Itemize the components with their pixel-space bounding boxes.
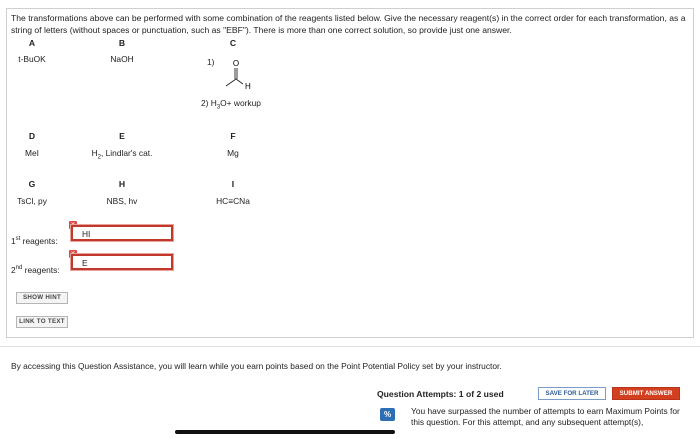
reagent-letter: C xyxy=(229,38,237,48)
second-reagents-input[interactable]: E xyxy=(71,254,173,270)
reagent-c xyxy=(183,38,283,48)
attempts-counter: Question Attempts: 1 of 2 used xyxy=(377,389,504,399)
first-reagents-input[interactable]: HI xyxy=(71,225,173,241)
reagent-name: TsCl, py xyxy=(17,196,47,206)
reagent-a xyxy=(0,38,82,64)
home-indicator xyxy=(175,430,395,434)
reagent-letter: F xyxy=(230,131,236,141)
reagent-name: NaOH xyxy=(110,54,134,64)
section-divider xyxy=(0,346,700,347)
reagent-f xyxy=(183,131,283,158)
reagent-letter: G xyxy=(28,179,36,189)
reagent-letter: A xyxy=(28,38,36,48)
reagent-name: t-BuOK xyxy=(18,54,46,64)
reagent-name: HC≡CNa xyxy=(216,196,250,206)
reagent-letter: H xyxy=(118,179,126,189)
attempts-notice: You have surpassed the number of attempts to earn Maximum Points for this question. For this attempt, and any subsequent attempt(s), xyxy=(411,406,680,427)
save-for-later-button[interactable]: SAVE FOR LATER xyxy=(538,387,606,400)
aldehyde-structure xyxy=(207,59,267,91)
reagent-e xyxy=(72,131,172,161)
reagent-c-step2: 2) $H_3O+$ workup xyxy=(201,98,261,111)
second-reagents-label: 2nd reagents: xyxy=(11,265,60,275)
reagent-i xyxy=(183,179,283,206)
show-hint-button[interactable]: SHOW HINT xyxy=(16,292,68,304)
reagent-name: Mg xyxy=(227,148,239,158)
oxygen-atom: O xyxy=(232,59,240,68)
reagent-letter: I xyxy=(231,179,235,189)
reagent-letter: B xyxy=(118,38,126,48)
link-to-text-button[interactable]: LINK TO TEXT xyxy=(16,316,68,328)
question-instructions: The transformations above can be performed with some combination of the reagents listed below. Give the necessary reagent(s) in the correct order for each transformation, as a string of letters (without spaces or punctuation, such as "EBF"). There is more than one correct solution, so provide just one answer. xyxy=(11,13,686,35)
percent-icon: % xyxy=(380,408,395,421)
policy-text: By accessing this Question Assistance, you will learn while you earn points based on the Point Potential Policy set by your instructor. xyxy=(11,361,502,371)
reagent-name: NBS, hv xyxy=(106,196,138,206)
reagent-letter: D xyxy=(28,131,36,141)
reagent-name: MeI xyxy=(25,148,39,158)
reagent-d xyxy=(0,131,82,158)
reagent-letter: E xyxy=(119,131,125,141)
first-reagents-label: 1st reagents: xyxy=(11,236,58,246)
submit-answer-button[interactable]: SUBMIT ANSWER xyxy=(612,387,680,400)
reagent-b xyxy=(72,38,172,64)
reagent-g xyxy=(0,179,82,206)
reagent-c-step1: 1) xyxy=(207,57,215,67)
aldehyde-h-label: H xyxy=(245,82,251,91)
reagent-h xyxy=(72,179,172,206)
reagent-name: $H_2$, Lindlar's cat. xyxy=(91,148,153,161)
